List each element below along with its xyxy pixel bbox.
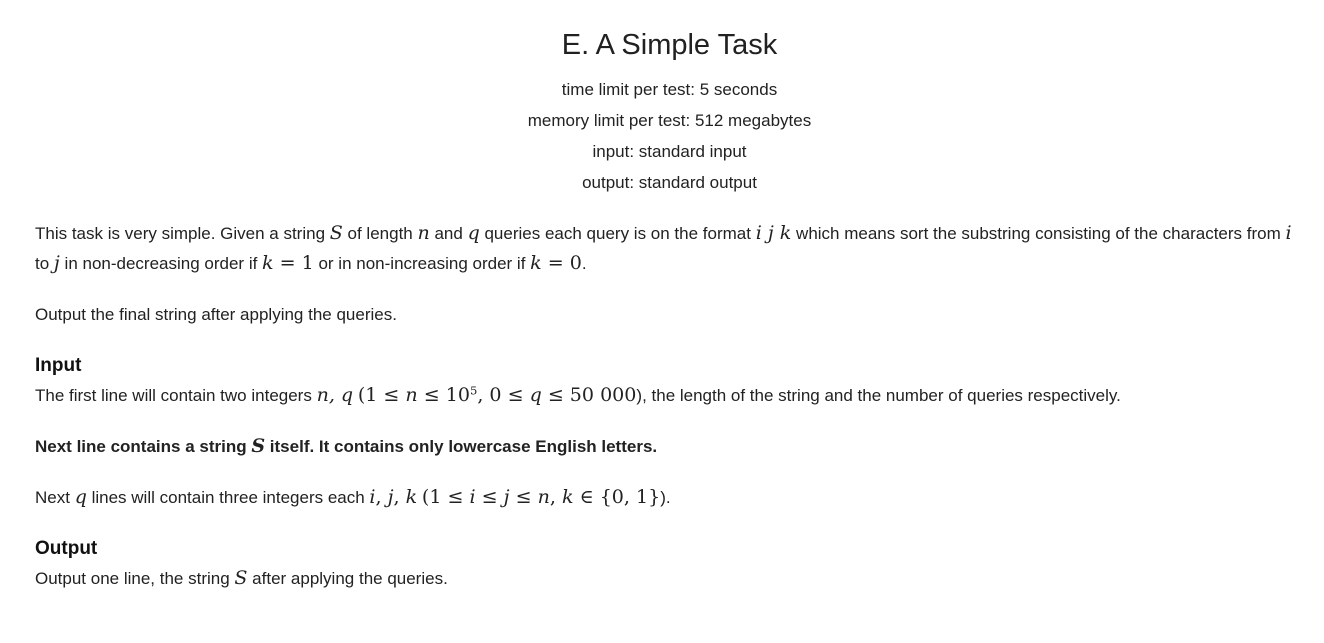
input-paragraph: Next q lines will contain three integers each i, j, k (1 ≤ i ≤ j ≤ n, k ∈ {0, 1}).: [35, 486, 671, 508]
problem-statement-page: [0, 28, 1324, 594]
output-spec: output: standard output: [582, 173, 757, 192]
output-paragraph: Output one line, the string S after applying the queries.: [35, 567, 448, 589]
problem-header: [35, 28, 1304, 198]
problem-limits: [35, 74, 1304, 198]
problem-title: E. A Simple Task: [561, 29, 778, 61]
input-paragraph: The first line will contain two integers n, q ($1 \le n \le 10^5$, 0 ≤ q ≤ 50 000), the length of the string and the number of queries respectively.: [35, 383, 1121, 406]
input-paragraph-bold: Next line contains a string S itself. It contains only lowercase English letters.: [35, 435, 658, 457]
output-heading: Output: [35, 538, 98, 559]
statement-body: [35, 219, 1304, 594]
time-limit: time limit per test: 5 seconds: [561, 80, 778, 99]
statement-paragraph: Output the final string after applying the queries.: [35, 305, 397, 324]
statement-paragraph: This task is very simple. Given a string S of length n and q queries each query is on the format i j k which means sort the substring consisting of the characters from i to j in non-decreasing order if k = 1 or in non-increasing order if k = 0.: [35, 222, 1292, 274]
memory-limit: memory limit per test: 512 megabytes: [527, 111, 812, 130]
input-heading: Input: [35, 355, 82, 376]
input-spec: input: standard input: [592, 142, 747, 161]
